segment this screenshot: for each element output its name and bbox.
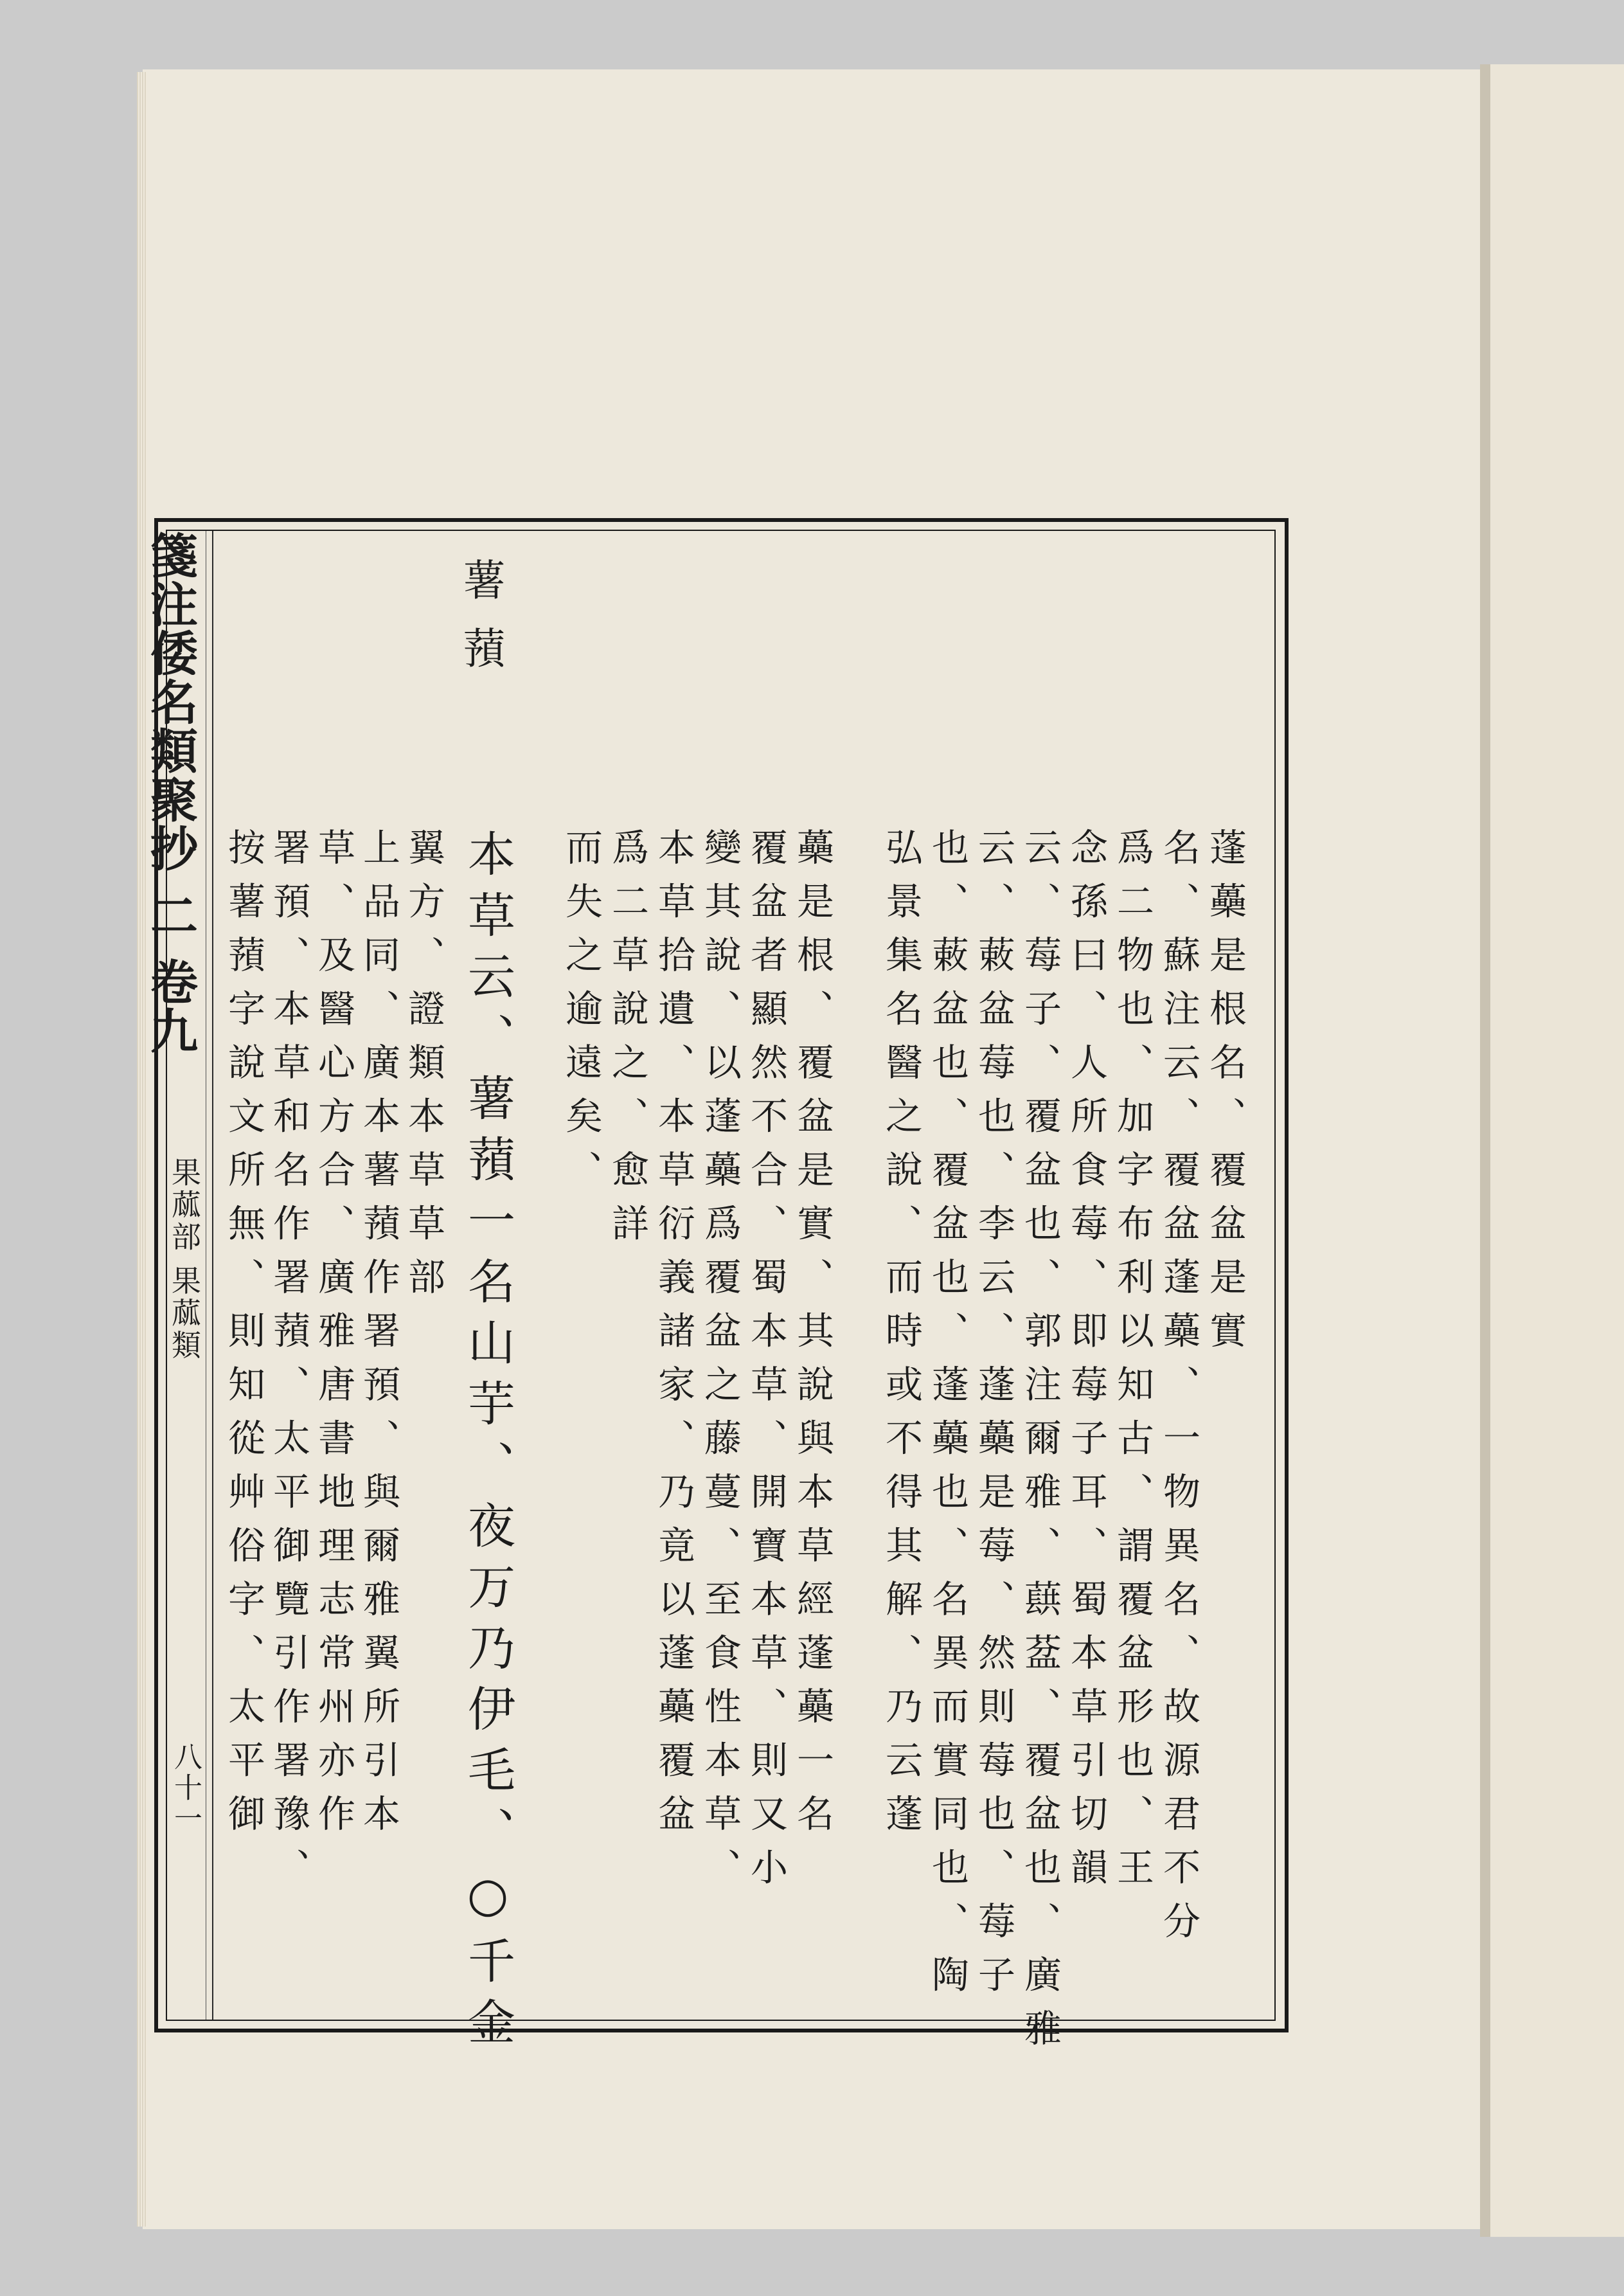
entry-heading-text: 薯蕷: [456, 558, 505, 694]
text-line: 而失之逾遠矣、: [559, 828, 603, 1204]
text-line: 爲二草說之、愈詳: [605, 828, 649, 1257]
text-line: 覆盆者顯然不合、蜀本草、開寶本草、則又小: [744, 828, 788, 1901]
text-line: 爲二物也、加字布利以知古、謂覆盆形也、王: [1111, 828, 1154, 1901]
text-line: 翼方、證類本草草部: [402, 828, 445, 1311]
text-line: 變其說、以蓬蘽爲覆盆之藤蔓、至食性本草、: [698, 828, 742, 1901]
text-line-main-entry: 本草云、薯蕷一名山芋、夜万乃伊毛、○千金: [460, 829, 515, 2058]
page-stack-edge: [137, 72, 147, 2227]
text-line: 念孫曰、人所食莓、即莓子耳、蜀本草引切韻: [1064, 828, 1108, 1901]
next-page-edge: [1490, 64, 1624, 2237]
text-line: 本草拾遺、本草衍義諸家、乃竟以蓬蘽覆盆: [652, 828, 695, 1848]
text-line: 名、蘇注云、覆盆蓬蘽、一物異名、故源君不分: [1157, 828, 1200, 1955]
text-line: 蓬蘽是根名、覆盆是實: [1203, 828, 1247, 1365]
text-line: 署預、本草和名作署蕷、太平御覽引作署豫、: [267, 828, 310, 1901]
text-line: 按薯蕷字說文所無、則知從艸俗字、太平御: [222, 828, 265, 1848]
text-line: 也、䔩盆也、覆盆也、蓬蘽也、名異而實同也、陶: [925, 828, 969, 2009]
book-title: 箋注倭名類聚抄 二 卷九: [143, 531, 198, 1055]
section-label: 果蓏部 果蓏類: [167, 1157, 202, 1362]
entry-heading: [442, 558, 519, 712]
page-number: 八十一: [169, 1742, 202, 1834]
text-line: 草、及醫心方合、廣雅唐書地理志常州亦作: [312, 828, 355, 1848]
text-line: 弘景集名醫之說、而時或不得其解、乃云蓬: [879, 828, 923, 1848]
margin-separator-line: [212, 531, 213, 2020]
book-gutter: [1480, 64, 1490, 2237]
text-line: 上品同、廣本薯蕷作署預、與爾雅翼所引本: [357, 828, 400, 1848]
text-line: 云、莓子、覆盆也、郭注爾雅、蕻葐、覆盆也、廣雅: [1018, 828, 1062, 2063]
text-line: 云、䔩盆莓也、李云、蓬蘽是莓、然則莓也、莓子: [972, 828, 1015, 2009]
text-line: 蘽是根、覆盆是實、其說與本草經蓬蘽一名: [790, 828, 834, 1848]
